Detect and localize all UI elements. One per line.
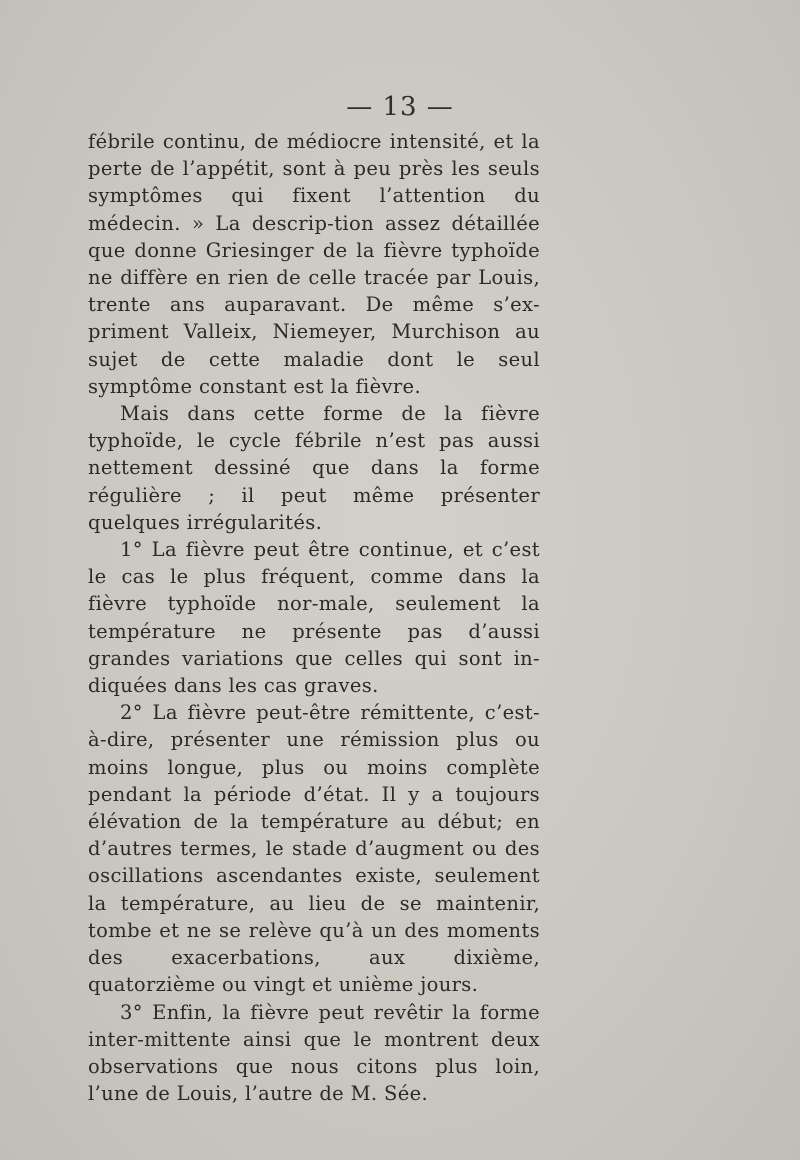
- paragraph-intermittent-fever: 3° Enfin, la fièvre peut revêtir la forme inter-mittente ainsi que le montrent deux observations que nous citons plus loin, l’une de Louis, l’autre de M. Sée.: [88, 1000, 540, 1106]
- paragraph-continuous-fever: 1° La fièvre peut être continue, et c’est le cas le plus fréquent, comme dans la fièvre typhoïde nor-male, seulement la température ne présente pas d’aussi grandes variations que celles qui sont in-diquées dans les cas graves.: [88, 538, 540, 698]
- page-number: — 13 —: [346, 92, 454, 122]
- body-text: [88, 128, 540, 1107]
- paragraph-continued: fébrile continu, de médiocre intensité, et la perte de l’appétit, sont à peu près les seuls symptômes qui fixent l’attention du médecin. » La descrip-tion assez détaillée que donne Griesinger de la fièvre typhoïde ne diffère en rien de celle tracée par Louis, trente ans auparavant. De même s’ex-priment Valleix, Niemeyer, Murchison au sujet de cette maladie dont le seul symptôme constant est la fièvre.: [88, 130, 540, 398]
- paragraph-fever-cycle: Mais dans cette forme de la fièvre typhoïde, le cycle fébrile n’est pas aussi nettement dessiné que dans la forme régulière ; il peut même présenter quelques irrégularités.: [88, 402, 540, 534]
- paragraph-remittent-fever: 2° La fièvre peut-être rémittente, c’est-à-dire, présenter une rémission plus ou moins longue, plus ou moins complète pendant la période d’état. Il y a toujours élévation de la température au début; en d’autres termes, le stade d’augment ou des oscillations ascendantes existe, seulement la température, au lieu de se maintenir, tombe et ne se relève qu’à un des moments des exacerbations, aux dixième, quatorzième ou vingt et unième jours.: [88, 701, 540, 997]
